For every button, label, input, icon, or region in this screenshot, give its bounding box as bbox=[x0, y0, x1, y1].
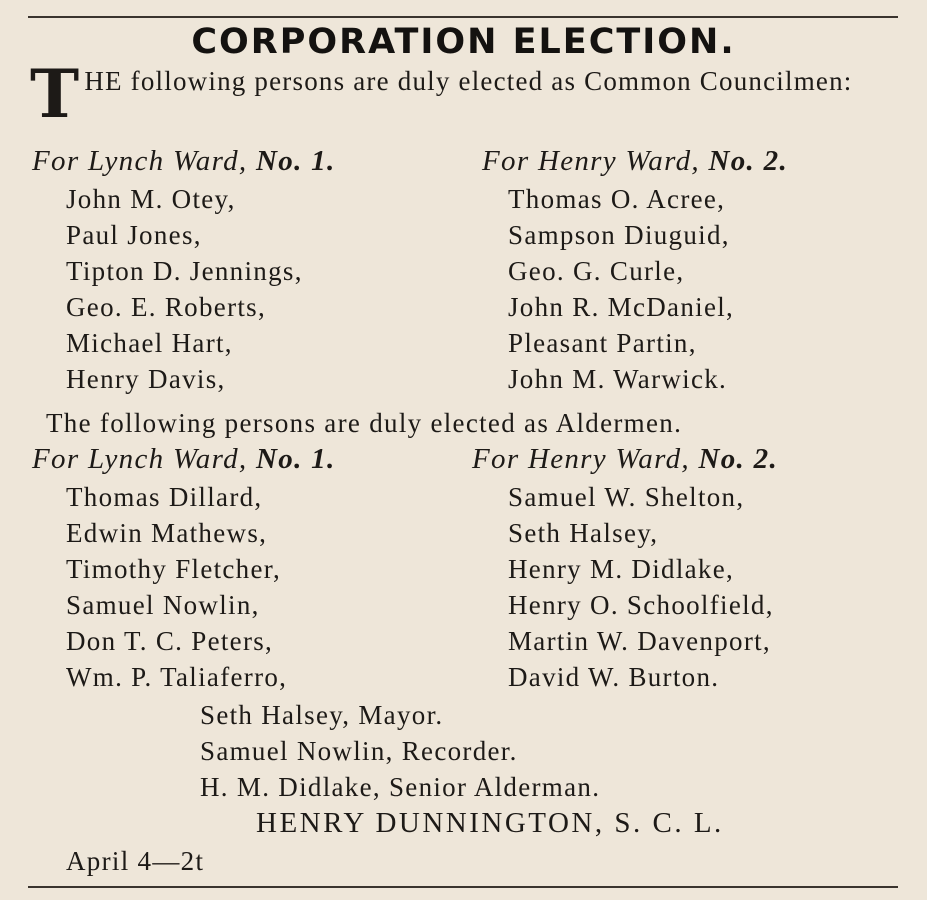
officer-mayor: Seth Halsey, Mayor. bbox=[200, 700, 444, 730]
aldermen-henry-heading bbox=[472, 442, 778, 476]
list-item: David W. Burton. bbox=[508, 662, 720, 692]
list-item: Thomas O. Acree, bbox=[508, 184, 726, 214]
list-item: Henry Davis, bbox=[66, 364, 226, 394]
list-item: John R. McDaniel, bbox=[508, 292, 735, 322]
list-item: Martin W. Davenport, bbox=[508, 626, 771, 656]
list-item: John M. Warwick. bbox=[508, 364, 728, 394]
dateline: April 4—2t bbox=[66, 846, 205, 876]
top-rule bbox=[28, 16, 898, 18]
ward-name: For Lynch Ward, bbox=[32, 145, 248, 177]
bottom-rule bbox=[28, 886, 898, 888]
aldermen-lynch-heading bbox=[32, 442, 336, 476]
list-item: Timothy Fletcher, bbox=[66, 554, 282, 584]
ward-name: For Henry Ward, bbox=[472, 443, 690, 475]
councilmen-intro bbox=[30, 55, 910, 133]
list-item: Thomas Dillard, bbox=[66, 482, 263, 512]
list-item: Henry O. Schoolfield, bbox=[508, 590, 774, 620]
list-item: Geo. G. Curle, bbox=[508, 256, 685, 286]
ward-number: No. 1. bbox=[256, 443, 336, 475]
list-item: Paul Jones, bbox=[66, 220, 202, 250]
list-item: Don T. C. Peters, bbox=[66, 626, 274, 656]
officer-recorder: Samuel Nowlin, Recorder. bbox=[200, 736, 518, 766]
list-item: Tipton D. Jennings, bbox=[66, 256, 303, 286]
list-item: Samuel Nowlin, bbox=[66, 590, 260, 620]
officer-senior-alderman: H. M. Didlake, Senior Alderman. bbox=[200, 772, 601, 802]
list-item: Sampson Diuguid, bbox=[508, 220, 730, 250]
councilmen-lynch-heading bbox=[32, 144, 336, 178]
headline: CORPORATION ELECTION. bbox=[191, 22, 736, 62]
ward-number: No. 2. bbox=[698, 443, 778, 475]
ward-number: No. 2. bbox=[708, 145, 788, 177]
list-item: Henry M. Didlake, bbox=[508, 554, 735, 584]
signature: HENRY DUNNINGTON, S. C. L. bbox=[256, 807, 724, 839]
aldermen-intro: The following persons are duly elected as Aldermen. bbox=[46, 408, 683, 438]
list-item: Wm. P. Taliaferro, bbox=[66, 662, 288, 692]
ward-number: No. 1. bbox=[256, 145, 336, 177]
list-item: John M. Otey, bbox=[66, 184, 236, 214]
ward-name: For Lynch Ward, bbox=[32, 443, 248, 475]
councilmen-intro-text: HE following persons are duly elected as Common Councilmen: bbox=[84, 66, 853, 96]
list-item: Samuel W. Shelton, bbox=[508, 482, 745, 512]
list-item: Pleasant Partin, bbox=[508, 328, 697, 358]
list-item: Michael Hart, bbox=[66, 328, 233, 358]
list-item: Seth Halsey, bbox=[508, 518, 659, 548]
list-item: Geo. E. Roberts, bbox=[66, 292, 267, 322]
drop-cap: T bbox=[30, 55, 81, 133]
councilmen-henry-heading bbox=[482, 144, 788, 178]
list-item: Edwin Mathews, bbox=[66, 518, 268, 548]
ward-name: For Henry Ward, bbox=[482, 145, 700, 177]
